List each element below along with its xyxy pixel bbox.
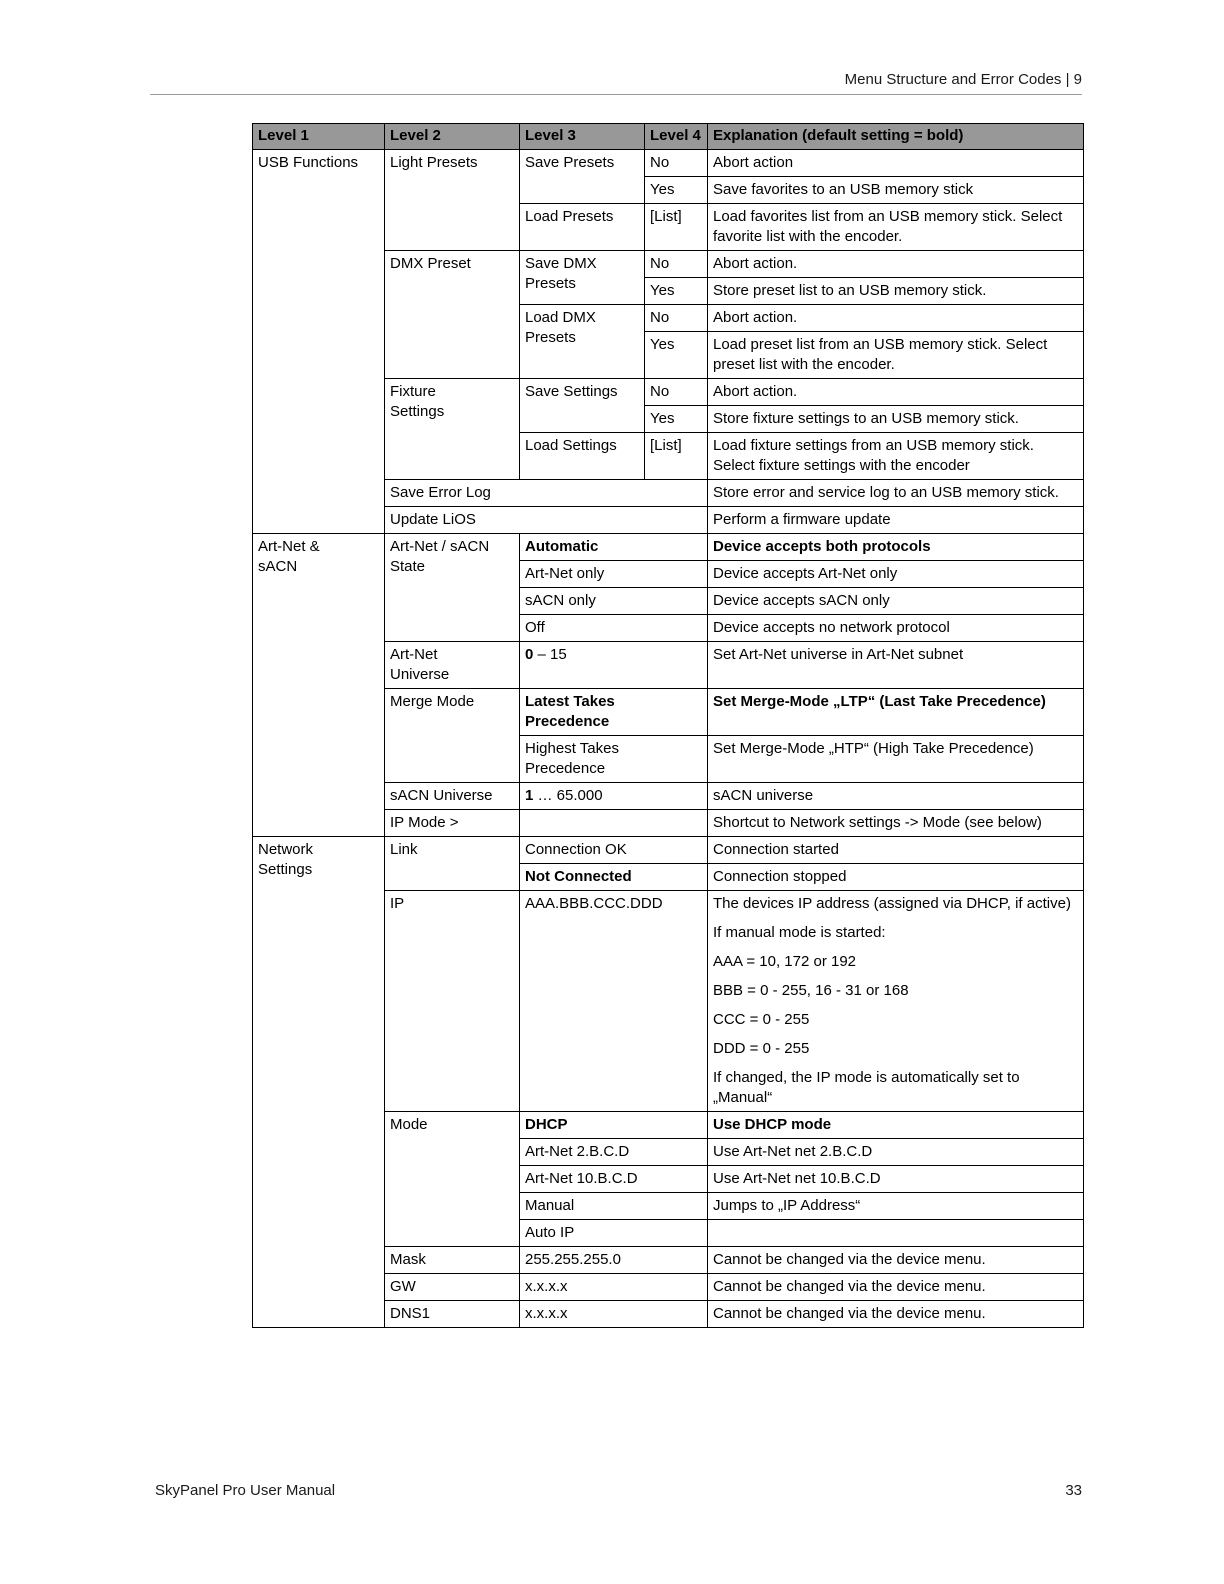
table-cell: Yes: [645, 278, 708, 305]
table-cell: Save favorites to an USB memory stick: [708, 177, 1084, 204]
table-cell: Store preset list to an USB memory stick.: [708, 278, 1084, 305]
table-cell: Load Presets: [520, 204, 645, 251]
table-cell: Art-Net / sACN State: [385, 534, 520, 642]
table-cell: Yes: [645, 177, 708, 204]
table-cell: x.x.x.x: [520, 1301, 708, 1328]
table-cell: DHCP: [520, 1112, 708, 1139]
table-cell: Load DMX Presets: [520, 305, 645, 379]
table-cell: Load Settings: [520, 433, 645, 480]
table-cell: Save DMX Presets: [520, 251, 645, 305]
table-cell: Abort action.: [708, 305, 1084, 332]
table-cell: Automatic: [520, 534, 708, 561]
table-cell: Save Presets: [520, 150, 645, 204]
table-cell: Cannot be changed via the device menu.: [708, 1247, 1084, 1274]
table-row: [253, 837, 1084, 864]
table-cell: 255.255.255.0: [520, 1247, 708, 1274]
column-header: Level 2: [385, 124, 520, 150]
table-cell: Highest Takes Precedence: [520, 736, 708, 783]
table-body: [253, 150, 1084, 1328]
table-cell: Store fixture settings to an USB memory stick.: [708, 406, 1084, 433]
table-cell: The devices IP address (assigned via DHCP, if active) If manual mode is started: AAA = 10, 172 or 192 BBB = 0 - 255, 16 - 31 or 168 CCC = 0 - 255 DDD = 0 - 255 If changed, the IP mode is automatically set to „Manual“: [708, 891, 1084, 1112]
table-cell: 0 – 15: [520, 642, 708, 689]
table-cell: Merge Mode: [385, 689, 520, 783]
table-cell: Art-Net 10.B.C.D: [520, 1166, 708, 1193]
table-cell: Abort action.: [708, 251, 1084, 278]
table-cell: Connection OK: [520, 837, 708, 864]
table-cell: Connection stopped: [708, 864, 1084, 891]
table-cell: Jumps to „IP Address“: [708, 1193, 1084, 1220]
column-header: Level 3: [520, 124, 645, 150]
table-cell: No: [645, 305, 708, 332]
table-cell: Perform a firmware update: [708, 507, 1084, 534]
table-cell: sACN Universe: [385, 783, 520, 810]
table-cell: GW: [385, 1274, 520, 1301]
table-cell: [708, 1220, 1084, 1247]
table-cell: Use Art-Net net 10.B.C.D: [708, 1166, 1084, 1193]
table-cell: Store error and service log to an USB memory stick.: [708, 480, 1084, 507]
table-cell: Shortcut to Network settings -> Mode (see below): [708, 810, 1084, 837]
table-cell: Set Merge-Mode „HTP“ (High Take Precedence): [708, 736, 1084, 783]
table-cell: Load favorites list from an USB memory stick. Select favorite list with the encoder.: [708, 204, 1084, 251]
table-cell: USB Functions: [253, 150, 385, 534]
table-cell: Light Presets: [385, 150, 520, 251]
table-cell: No: [645, 251, 708, 278]
table-cell: Art-Net & sACN: [253, 534, 385, 837]
table-cell: Auto IP: [520, 1220, 708, 1247]
table-cell: [520, 810, 708, 837]
table-cell: Cannot be changed via the device menu.: [708, 1301, 1084, 1328]
table-cell: DMX Preset: [385, 251, 520, 379]
footer-manual-title: SkyPanel Pro User Manual: [155, 1482, 336, 1499]
table-cell: DNS1: [385, 1301, 520, 1328]
column-header: Level 4: [645, 124, 708, 150]
table-cell: No: [645, 150, 708, 177]
table-cell: Art-Net only: [520, 561, 708, 588]
menu-table: [252, 123, 1084, 1328]
table-cell: Abort action: [708, 150, 1084, 177]
table-cell: Network Settings: [253, 837, 385, 1328]
table-row: [253, 534, 1084, 561]
column-header: Level 1: [253, 124, 385, 150]
table-cell: Save Error Log: [385, 480, 708, 507]
table-cell: Connection started: [708, 837, 1084, 864]
table-cell: Device accepts Art-Net only: [708, 561, 1084, 588]
table-cell: Device accepts sACN only: [708, 588, 1084, 615]
table-cell: Device accepts no network protocol: [708, 615, 1084, 642]
table-cell: Cannot be changed via the device menu.: [708, 1274, 1084, 1301]
table-cell: [List]: [645, 204, 708, 251]
page-footer: [155, 1481, 1082, 1501]
table-cell: Manual: [520, 1193, 708, 1220]
table-cell: Update LiOS: [385, 507, 708, 534]
table-cell: Art-Net 2.B.C.D: [520, 1139, 708, 1166]
page-header-text: Menu Structure and Error Codes | 9: [844, 71, 1082, 88]
table-cell: Load preset list from an USB memory stick. Select preset list with the encoder.: [708, 332, 1084, 379]
table-cell: [List]: [645, 433, 708, 480]
table-cell: Abort action.: [708, 379, 1084, 406]
table-cell: sACN only: [520, 588, 708, 615]
table-cell: 1 … 65.000: [520, 783, 708, 810]
table-cell: IP: [385, 891, 520, 1112]
table-cell: Art-Net Universe: [385, 642, 520, 689]
table-cell: Use DHCP mode: [708, 1112, 1084, 1139]
table-cell: x.x.x.x: [520, 1274, 708, 1301]
table-cell: Off: [520, 615, 708, 642]
table-cell: Fixture Settings: [385, 379, 520, 480]
table-cell: IP Mode >: [385, 810, 520, 837]
table-cell: Yes: [645, 406, 708, 433]
table-cell: Yes: [645, 332, 708, 379]
table-cell: AAA.BBB.CCC.DDD: [520, 891, 708, 1112]
table-cell: Mask: [385, 1247, 520, 1274]
table-cell: sACN universe: [708, 783, 1084, 810]
footer-page-number: 33: [1065, 1482, 1082, 1499]
header-divider: [150, 94, 1082, 95]
table-cell: Latest Takes Precedence: [520, 689, 708, 736]
table-header-row: [253, 124, 1084, 150]
table-cell: Load fixture settings from an USB memory stick. Select fixture settings with the encoder: [708, 433, 1084, 480]
table-cell: No: [645, 379, 708, 406]
menu-structure-table-wrap: [252, 123, 1084, 1328]
table-cell: Set Merge-Mode „LTP“ (Last Take Precedence): [708, 689, 1084, 736]
table-cell: Save Settings: [520, 379, 645, 433]
table-cell: Device accepts both protocols: [708, 534, 1084, 561]
table-row: [253, 150, 1084, 177]
table-cell: Set Art-Net universe in Art-Net subnet: [708, 642, 1084, 689]
table-cell: Mode: [385, 1112, 520, 1247]
table-cell: Use Art-Net net 2.B.C.D: [708, 1139, 1084, 1166]
table-cell: Link: [385, 837, 520, 891]
column-header: Explanation (default setting = bold): [708, 124, 1084, 150]
table-cell: Not Connected: [520, 864, 708, 891]
